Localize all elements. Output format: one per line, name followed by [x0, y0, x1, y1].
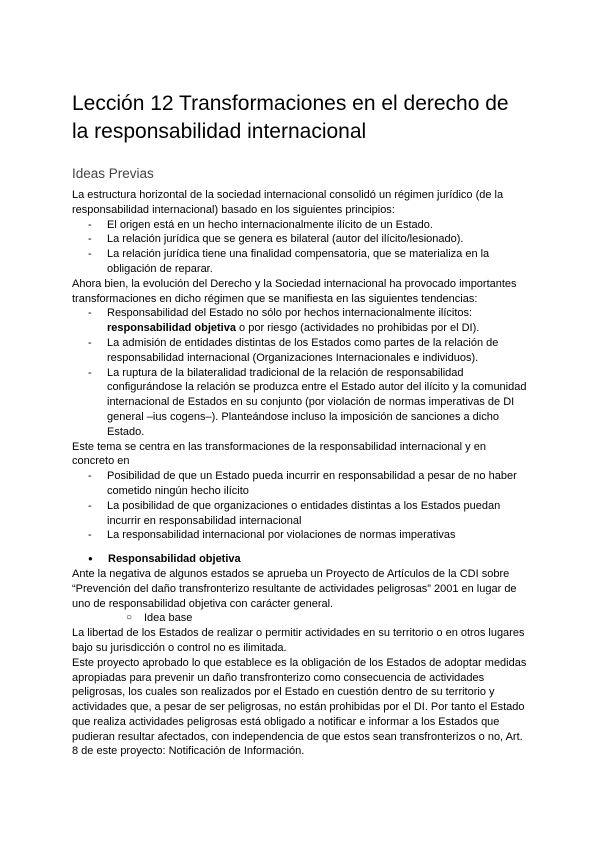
tendencies-list: [72, 306, 530, 439]
tendency-text: o por riesgo (actividades no prohibidas por el DI).: [235, 322, 480, 335]
page-title: Lección 12 Transformaciones en el derecho de la responsabilidad internacional: [72, 92, 509, 143]
intro-paragraph: La estructura horizontal de la sociedad internacional consolidó un régimen jurídico (de la responsabilidad internacional) basado en los siguientes principios:: [72, 189, 504, 216]
list-item: - Posibilidad de que un Estado pueda incurrir en responsabilidad a pesar de no haber cometido ningún hecho ilícito: [72, 469, 530, 499]
list-item: - La responsabilidad internacional por violaciones de normas imperativas: [72, 528, 530, 543]
evolution-paragraph: Ahora bien, la evolución del Derecho y la Sociedad internacional ha provocado importantes transformaciones en dicho régimen que se manifiesta en las siguientes tendencias:: [72, 277, 517, 305]
tendency-text: Responsabilidad del Estado no sólo por hechos internacionalmente ilícitos:: [107, 307, 473, 320]
section-heading-responsabilidad-objetiva: ● Responsabilidad objetiva: [72, 552, 530, 567]
paragraph: Ante la negativa de algunos estados se aprueba un Proyecto de Artículos de la CDI sobre “Prevención del daño transfronterizo resultante de actividades peligrosas” 2001 en lugar de uno de responsabilidad objetiva con carácter general.: [72, 567, 517, 610]
principles-list: [72, 218, 530, 277]
focus-paragraph: Este tema se centra en las transformaciones de la responsabilidad internacional y en concreto en: [72, 440, 486, 468]
paragraph: La libertad de los Estados de realizar o permitir actividades en su territorio o en otros lugares bajo su jurisdicción o control no es ilimitada.: [72, 627, 525, 654]
section-heading-ideas-previas: Ideas Previas: [72, 166, 154, 181]
list-item: - La relación jurídica que se genera es bilateral (autor del ilícito/lesionado).: [72, 232, 530, 247]
list-item: - La admisión de entidades distintas de los Estados como partes de la relación de responsabilidad internacional (Organizaciones Internacionales e individuos).: [72, 336, 530, 366]
list-item: - La posibilidad de que organizaciones o entidades distintas a los Estados puedan incurrir en responsabilidad internacional: [72, 499, 530, 529]
bold-term: responsabilidad objetiva: [107, 322, 236, 335]
list-item: - El origen está en un hecho internacionalmente ilícito de un Estado.: [72, 218, 530, 233]
list-item: - La relación jurídica tiene una finalidad compensatoria, que se materializa en la obligación de reparar.: [72, 247, 530, 277]
sub-list-item: ○ Idea base: [72, 611, 530, 626]
paragraph: Este proyecto aprobado lo que establece es la obligación de los Estados de adoptar medidas apropiadas para prevenir un daño transfronterizo como consecuencia de actividades peligrosas, los cuales son realizados por el Estado en cuestión dentro de su territorio y actividades que, a pesar de ser peligrosas, no están prohibidas por el DI. Por tanto el Estado que realiza actividades peligrosas está obligado a notificar e informar a los Estados que pudieran resultar afectados, con independencia de que estos sean transfronterizos o no, Art. 8 de este proyecto: Notificación de Información.: [72, 656, 527, 758]
list-item: - La ruptura de la bilateralidad tradicional de la relación de responsabilidad configurándose la relación se produzca entre el Estado autor del ilícito y la comunidad internacional de Estados en su conjunto (por violación de normas imperativas de DI general –ius cogens–). Planteándose incluso la imposición de sanciones a dicho Estado.: [72, 366, 530, 440]
document-page: [72, 90, 530, 759]
list-item: [72, 306, 530, 336]
focus-list: [72, 469, 530, 543]
